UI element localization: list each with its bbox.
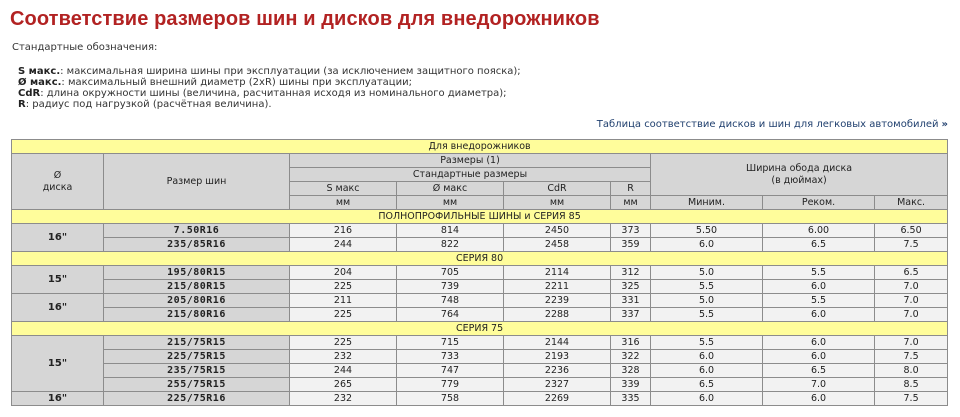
r-cell: 312 xyxy=(611,266,651,280)
note-term: CdR xyxy=(18,88,41,99)
tire-rim-table xyxy=(11,139,948,406)
table-row xyxy=(12,280,948,294)
min-cell: 6.0 xyxy=(651,238,763,252)
r-cell: 335 xyxy=(611,392,651,406)
section-row xyxy=(12,252,948,266)
max-cell: 7.0 xyxy=(875,336,948,350)
rim-diameter-cell: 16" xyxy=(12,224,104,252)
cdr-cell: 2327 xyxy=(504,378,611,392)
note-r xyxy=(18,99,521,110)
d-max-cell: 814 xyxy=(397,224,504,238)
header-unit: мм xyxy=(397,196,504,210)
table-row xyxy=(12,350,948,364)
max-cell: 7.5 xyxy=(875,350,948,364)
max-cell: 6.50 xyxy=(875,224,948,238)
min-cell: 6.0 xyxy=(651,364,763,378)
rec-cell: 7.0 xyxy=(763,378,875,392)
header-unit: мм xyxy=(290,196,397,210)
s-max-cell: 225 xyxy=(290,280,397,294)
raquo-icon[interactable]: » xyxy=(941,119,948,130)
r-cell: 328 xyxy=(611,364,651,378)
min-cell: 5.5 xyxy=(651,336,763,350)
header-tire-size: Размер шин xyxy=(104,154,290,210)
note-text: : длина окружности шины (величина, расчитанная исходя из номинального диаметра); xyxy=(40,88,507,99)
tire-size-cell: 215/80R16 xyxy=(104,308,290,322)
max-cell: 8.5 xyxy=(875,378,948,392)
d-max-cell: 705 xyxy=(397,266,504,280)
r-cell: 359 xyxy=(611,238,651,252)
s-max-cell: 244 xyxy=(290,364,397,378)
header-standard-sizes: Стандартные размеры xyxy=(290,168,651,182)
s-max-cell: 265 xyxy=(290,378,397,392)
tire-size-cell: 195/80R15 xyxy=(104,266,290,280)
d-max-cell: 822 xyxy=(397,238,504,252)
rec-cell: 5.5 xyxy=(763,294,875,308)
d-max-cell: 739 xyxy=(397,280,504,294)
s-max-cell: 204 xyxy=(290,266,397,280)
s-max-cell: 211 xyxy=(290,294,397,308)
table-row xyxy=(12,336,948,350)
s-max-cell: 244 xyxy=(290,238,397,252)
d-max-cell: 715 xyxy=(397,336,504,350)
link-row xyxy=(597,119,948,130)
table-row xyxy=(12,308,948,322)
header-s-max: S макс xyxy=(290,182,397,196)
table-row xyxy=(12,294,948,308)
header-rim-width: Ширина обода диска (в дюймах) xyxy=(651,154,948,196)
max-cell: 7.5 xyxy=(875,392,948,406)
d-max-cell: 758 xyxy=(397,392,504,406)
r-cell: 322 xyxy=(611,350,651,364)
rec-cell: 6.0 xyxy=(763,336,875,350)
max-cell: 7.5 xyxy=(875,238,948,252)
min-cell: 6.0 xyxy=(651,350,763,364)
notes-list xyxy=(18,66,521,110)
header-d-max: Ø макс xyxy=(397,182,504,196)
min-cell: 5.5 xyxy=(651,308,763,322)
d-max-cell: 779 xyxy=(397,378,504,392)
rim-diameter-cell: 16" xyxy=(12,392,104,406)
tire-size-cell: 7.50R16 xyxy=(104,224,290,238)
rec-cell: 6.0 xyxy=(763,392,875,406)
rim-diameter-cell: 15" xyxy=(12,266,104,294)
d-max-cell: 764 xyxy=(397,308,504,322)
max-cell: 8.0 xyxy=(875,364,948,378)
header-sizes-group: Размеры (1) xyxy=(290,154,651,168)
table-row xyxy=(12,266,948,280)
page-title: Соответствие размеров шин и дисков для внедорожников xyxy=(10,8,600,30)
note-text: : радиус под нагрузкой (расчётная величина). xyxy=(25,99,272,110)
section-title: ПОЛНОПРОФИЛЬНЫЕ ШИНЫ и СЕРИЯ 85 xyxy=(12,210,948,224)
r-cell: 316 xyxy=(611,336,651,350)
note-term: Ø макс. xyxy=(18,77,62,88)
cdr-cell: 2193 xyxy=(504,350,611,364)
s-max-cell: 216 xyxy=(290,224,397,238)
tire-size-cell: 215/80R15 xyxy=(104,280,290,294)
subtitle: Стандартные обозначения: xyxy=(12,42,158,53)
rec-cell: 6.5 xyxy=(763,364,875,378)
d-max-cell: 747 xyxy=(397,364,504,378)
max-cell: 7.0 xyxy=(875,294,948,308)
section-title: СЕРИЯ 80 xyxy=(12,252,948,266)
note-d-max xyxy=(18,77,521,88)
rec-cell: 5.5 xyxy=(763,266,875,280)
r-cell: 325 xyxy=(611,280,651,294)
header-unit: мм xyxy=(504,196,611,210)
r-cell: 331 xyxy=(611,294,651,308)
tire-size-cell: 235/75R15 xyxy=(104,364,290,378)
tire-size-cell: 225/75R16 xyxy=(104,392,290,406)
header-rim-diameter: Ø диска xyxy=(12,154,104,210)
rec-cell: 6.0 xyxy=(763,280,875,294)
min-cell: 5.0 xyxy=(651,294,763,308)
tire-size-cell: 215/75R15 xyxy=(104,336,290,350)
rec-cell: 6.0 xyxy=(763,350,875,364)
min-cell: 5.5 xyxy=(651,280,763,294)
note-term: S макс. xyxy=(18,66,61,77)
r-cell: 373 xyxy=(611,224,651,238)
cdr-cell: 2288 xyxy=(504,308,611,322)
max-cell: 7.0 xyxy=(875,280,948,294)
cdr-cell: 2269 xyxy=(504,392,611,406)
header-cdr: CdR xyxy=(504,182,611,196)
s-max-cell: 225 xyxy=(290,308,397,322)
table-row xyxy=(12,364,948,378)
min-cell: 6.5 xyxy=(651,378,763,392)
section-title: СЕРИЯ 75 xyxy=(12,322,948,336)
s-max-cell: 232 xyxy=(290,392,397,406)
header-max: Макс. xyxy=(875,196,948,210)
tire-size-cell: 255/75R15 xyxy=(104,378,290,392)
s-max-cell: 232 xyxy=(290,350,397,364)
tire-size-cell: 235/85R16 xyxy=(104,238,290,252)
min-cell: 5.0 xyxy=(651,266,763,280)
r-cell: 339 xyxy=(611,378,651,392)
section-row xyxy=(12,210,948,224)
header-min: Миним. xyxy=(651,196,763,210)
tire-size-cell: 225/75R15 xyxy=(104,350,290,364)
table-row xyxy=(12,238,948,252)
rec-cell: 6.0 xyxy=(763,308,875,322)
passenger-cars-table-link[interactable]: Таблица соответствие дисков и шин для легковых автомобилей xyxy=(596,119,939,130)
table-row xyxy=(12,224,948,238)
rim-diameter-cell: 16" xyxy=(12,294,104,322)
cdr-cell: 2450 xyxy=(504,224,611,238)
cdr-cell: 2239 xyxy=(504,294,611,308)
note-text: : максимальная ширина шины при эксплуатации (за исключением защитного пояска); xyxy=(60,66,521,77)
max-cell: 7.0 xyxy=(875,308,948,322)
max-cell: 6.5 xyxy=(875,266,948,280)
section-row xyxy=(12,322,948,336)
note-s-max xyxy=(18,66,521,77)
rim-diameter-cell: 15" xyxy=(12,336,104,392)
table-caption: Для внедорожников xyxy=(12,140,948,154)
cdr-cell: 2144 xyxy=(504,336,611,350)
d-max-cell: 733 xyxy=(397,350,504,364)
r-cell: 337 xyxy=(611,308,651,322)
min-cell: 6.0 xyxy=(651,392,763,406)
tire-size-cell: 205/80R16 xyxy=(104,294,290,308)
cdr-cell: 2458 xyxy=(504,238,611,252)
cdr-cell: 2114 xyxy=(504,266,611,280)
cdr-cell: 2236 xyxy=(504,364,611,378)
table-row xyxy=(12,392,948,406)
header-r: R xyxy=(611,182,651,196)
note-term: R xyxy=(18,99,26,110)
note-text: : максимальный внешний диаметр (2xR) шины при эксплуатации; xyxy=(61,77,412,88)
rec-cell: 6.00 xyxy=(763,224,875,238)
s-max-cell: 225 xyxy=(290,336,397,350)
table-row xyxy=(12,378,948,392)
header-unit: мм xyxy=(611,196,651,210)
min-cell: 5.50 xyxy=(651,224,763,238)
note-cdr xyxy=(18,88,521,99)
rec-cell: 6.5 xyxy=(763,238,875,252)
d-max-cell: 748 xyxy=(397,294,504,308)
cdr-cell: 2211 xyxy=(504,280,611,294)
header-rec: Реком. xyxy=(763,196,875,210)
